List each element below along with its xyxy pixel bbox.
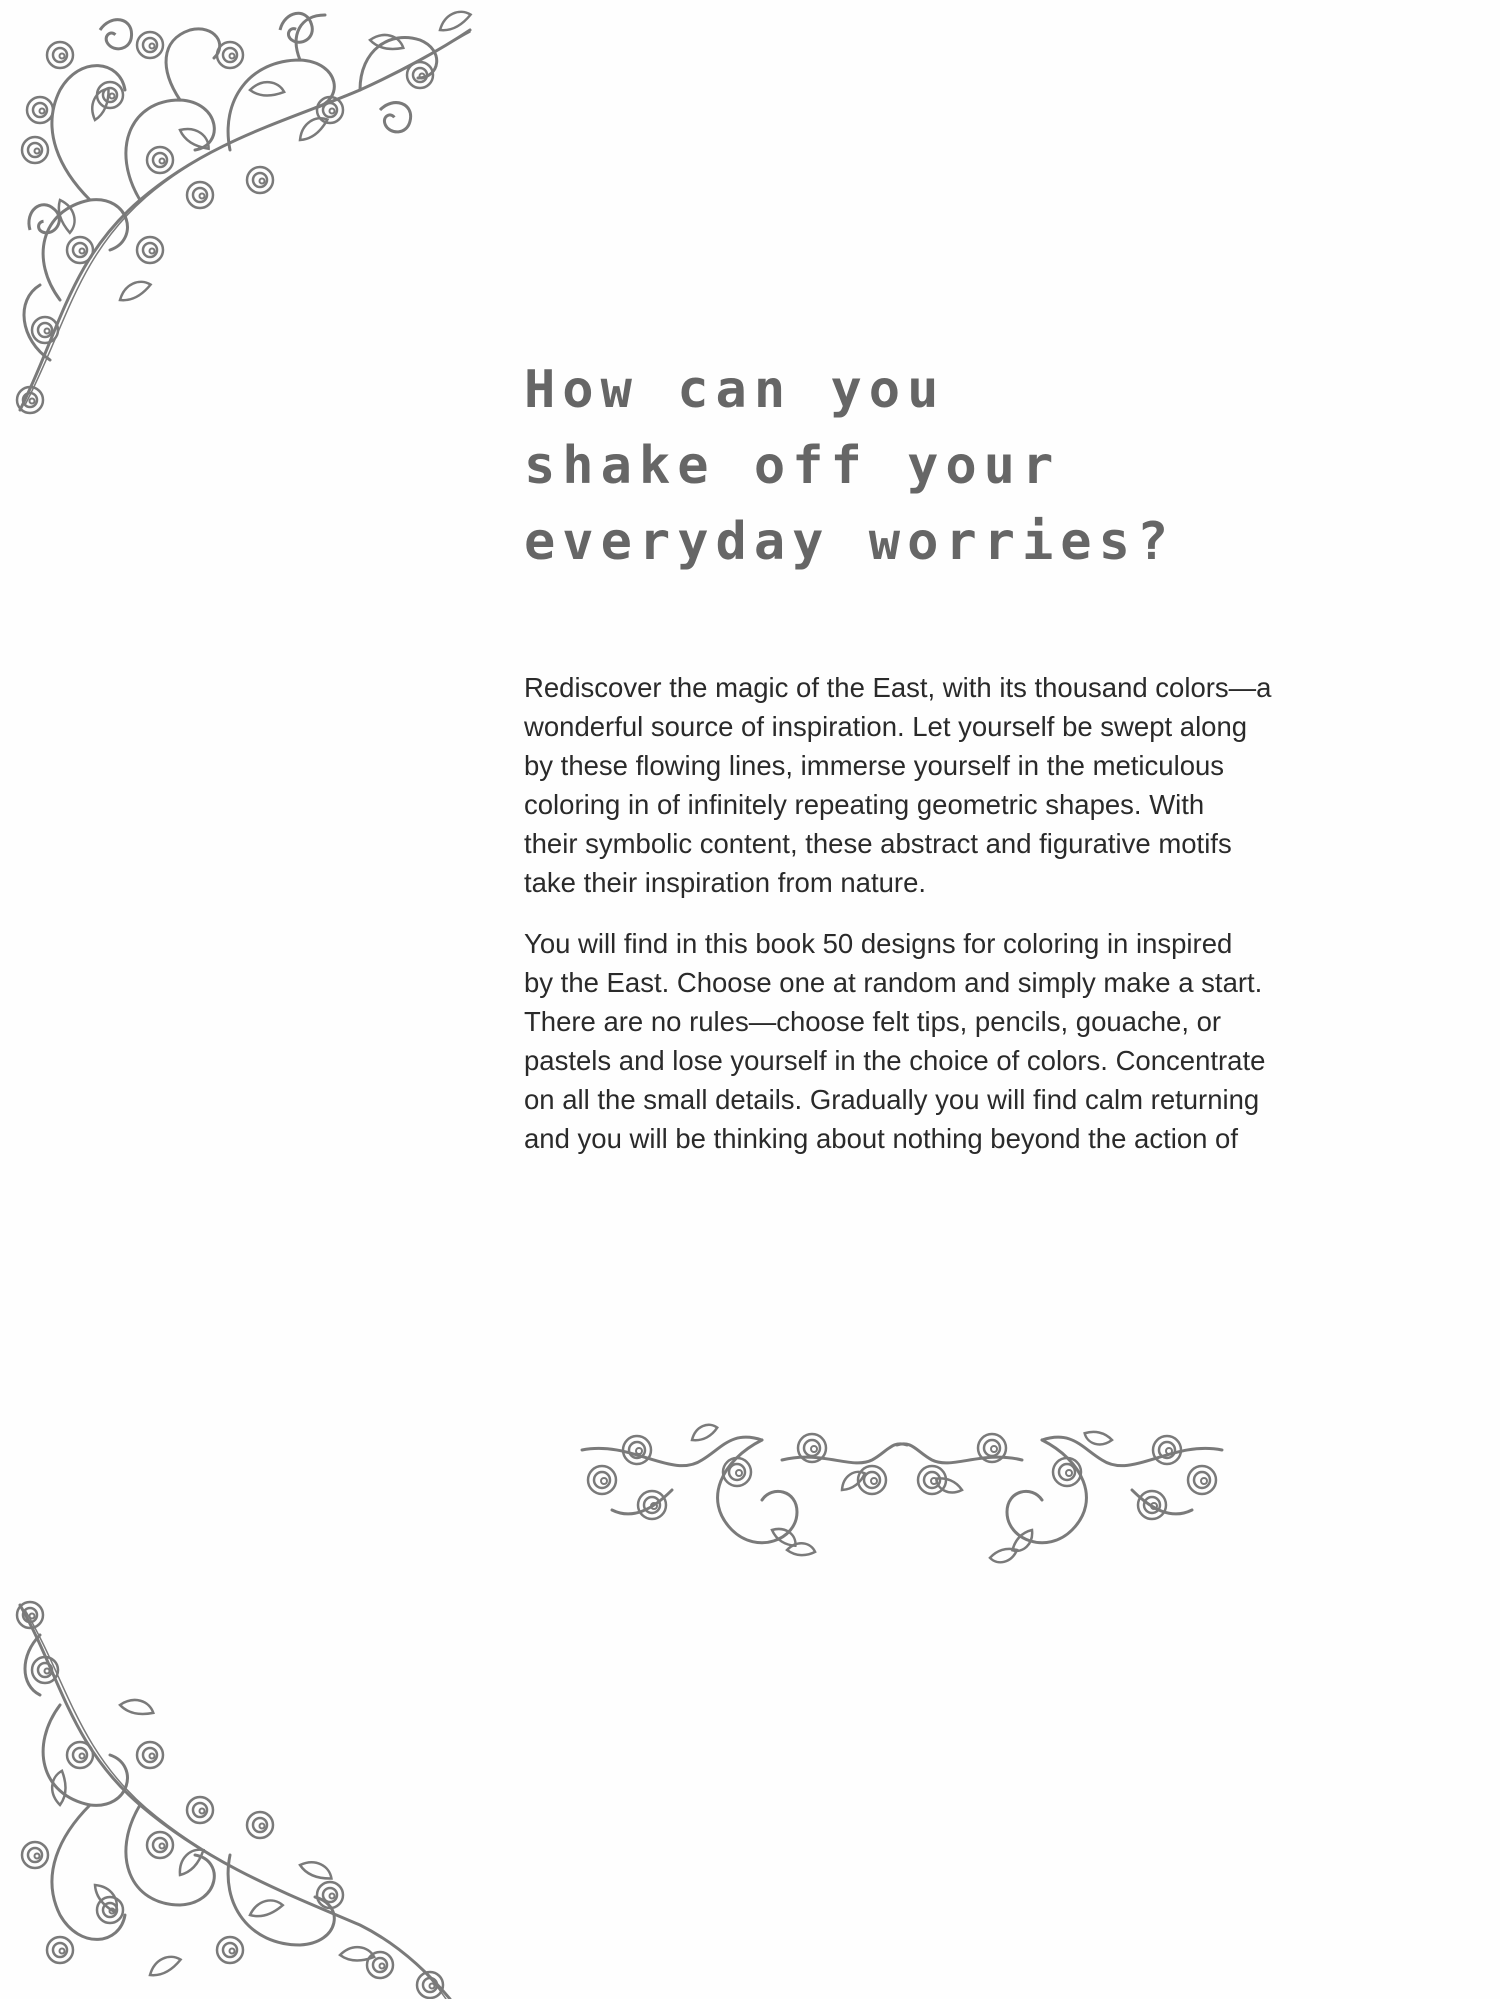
text-line: wonderful source of inspiration. Let yourself be swept along	[524, 711, 1248, 742]
heading-line: How can you	[524, 360, 946, 420]
text-line: their symbolic content, these abstract and figurative motifs	[524, 828, 1232, 859]
paragraph-2	[524, 924, 1294, 1158]
text-line: pastels and lose yourself in the choice of colors. Concentrate	[524, 1045, 1266, 1076]
text-line: Rediscover the magic of the East, with its thousand colors—a	[524, 672, 1272, 703]
text-line: by these flowing lines, immerse yourself in the meticulous	[524, 750, 1225, 781]
heading-line: everyday worries?	[524, 512, 1176, 572]
floral-corner-bottom-left-icon	[0, 1595, 460, 1999]
floral-divider-icon	[572, 1420, 1232, 1570]
text-line: on all the small details. Gradually you will find calm returning	[524, 1084, 1260, 1115]
heading-line: shake off your	[524, 436, 1061, 496]
page-heading	[524, 352, 1264, 580]
text-line: take their inspiration from nature.	[524, 867, 926, 898]
text-line: There are no rules—choose felt tips, pencils, gouache, or	[524, 1006, 1222, 1037]
text-line: and you will be thinking about nothing beyond the action of	[524, 1123, 1238, 1154]
text-line: You will find in this book 50 designs for coloring in inspired	[524, 928, 1233, 959]
paragraph-1	[524, 668, 1294, 902]
text-line: by the East. Choose one at random and simply make a start.	[524, 967, 1263, 998]
body-text	[524, 668, 1294, 1158]
floral-corner-top-left-icon	[0, 0, 490, 440]
text-line: coloring in of infinitely repeating geometric shapes. With	[524, 789, 1205, 820]
